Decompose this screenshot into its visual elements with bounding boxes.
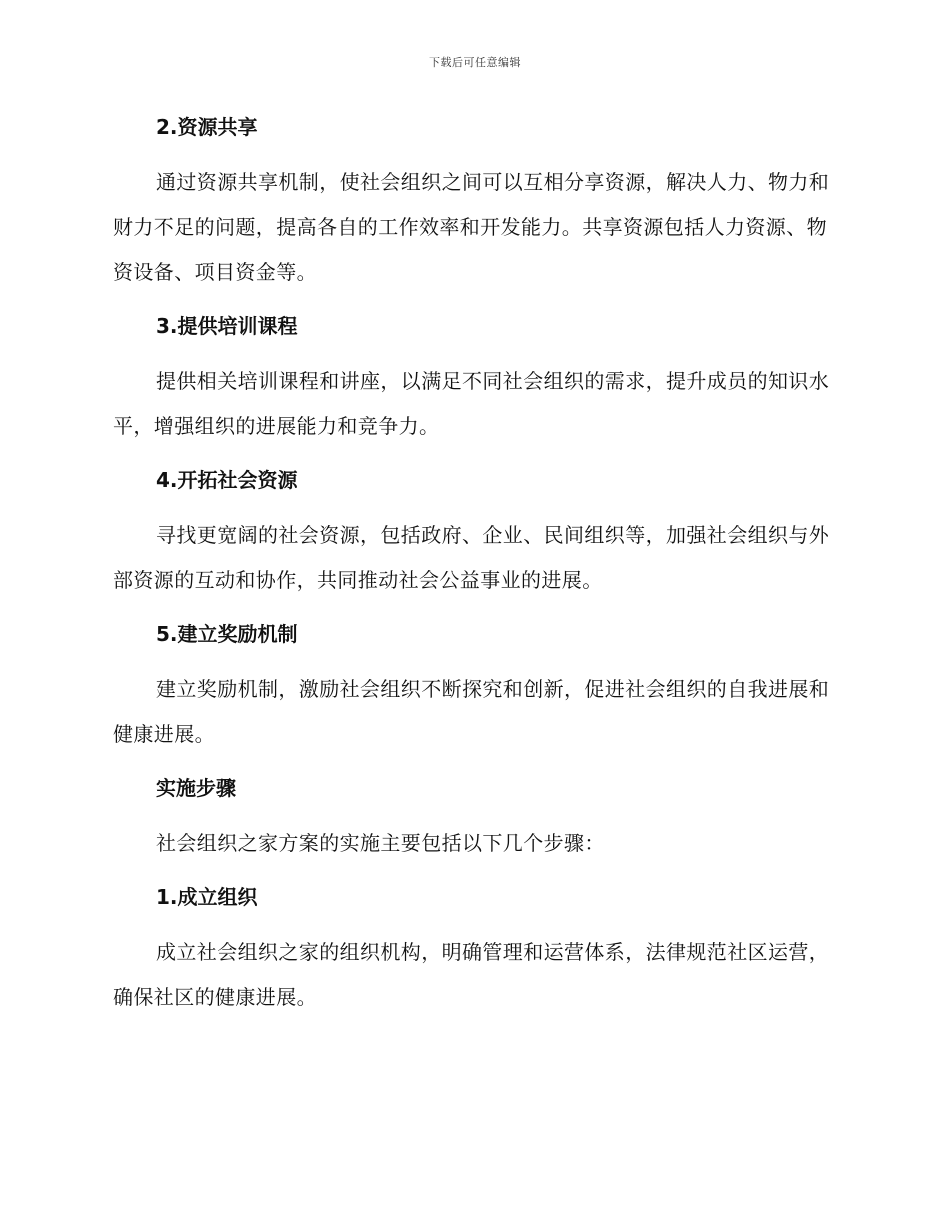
section-heading-training: 3.提供培训课程: [156, 314, 298, 338]
section-body-social-resources: 寻找更宽阔的社会资源，包括政府、企业、民间组织等，加强社会组织与外部资源的互动和协作，共同推动社会公益事业的进展。: [113, 523, 830, 592]
section-body-establish: 成立社会组织之家的组织机构，明确管理和运营体系，法律规范社区运营，确保社区的健康进展。: [113, 940, 830, 1009]
section-heading-social-resources: 4.开拓社会资源: [156, 468, 298, 492]
section-heading-resource-sharing: 2.资源共享: [156, 115, 258, 139]
section-heading-rewards: 5.建立奖励机制: [156, 622, 298, 646]
section-body-rewards: 建立奖励机制，激励社会组织不断探究和创新，促进社会组织的自我进展和健康进展。: [113, 677, 830, 746]
section-body-resource-sharing: 通过资源共享机制，使社会组织之间可以互相分享资源，解决人力、物力和财力不足的问题，提高各自的工作效率和开发能力。共享资源包括人力资源、物资设备、项目资金等。: [113, 170, 830, 284]
section-body-implementation: 社会组织之家方案的实施主要包括以下几个步骤：: [156, 831, 605, 855]
document-body: [113, 110, 833, 1020]
section-heading-implementation: 实施步骤: [156, 776, 236, 800]
section-heading-establish: 1.成立组织: [156, 885, 258, 909]
section-body-training: 提供相关培训课程和讲座，以满足不同社会组织的需求，提升成员的知识水平，增强组织的进展能力和竞争力。: [113, 369, 830, 438]
header-note: 下载后可任意编辑: [429, 56, 521, 69]
